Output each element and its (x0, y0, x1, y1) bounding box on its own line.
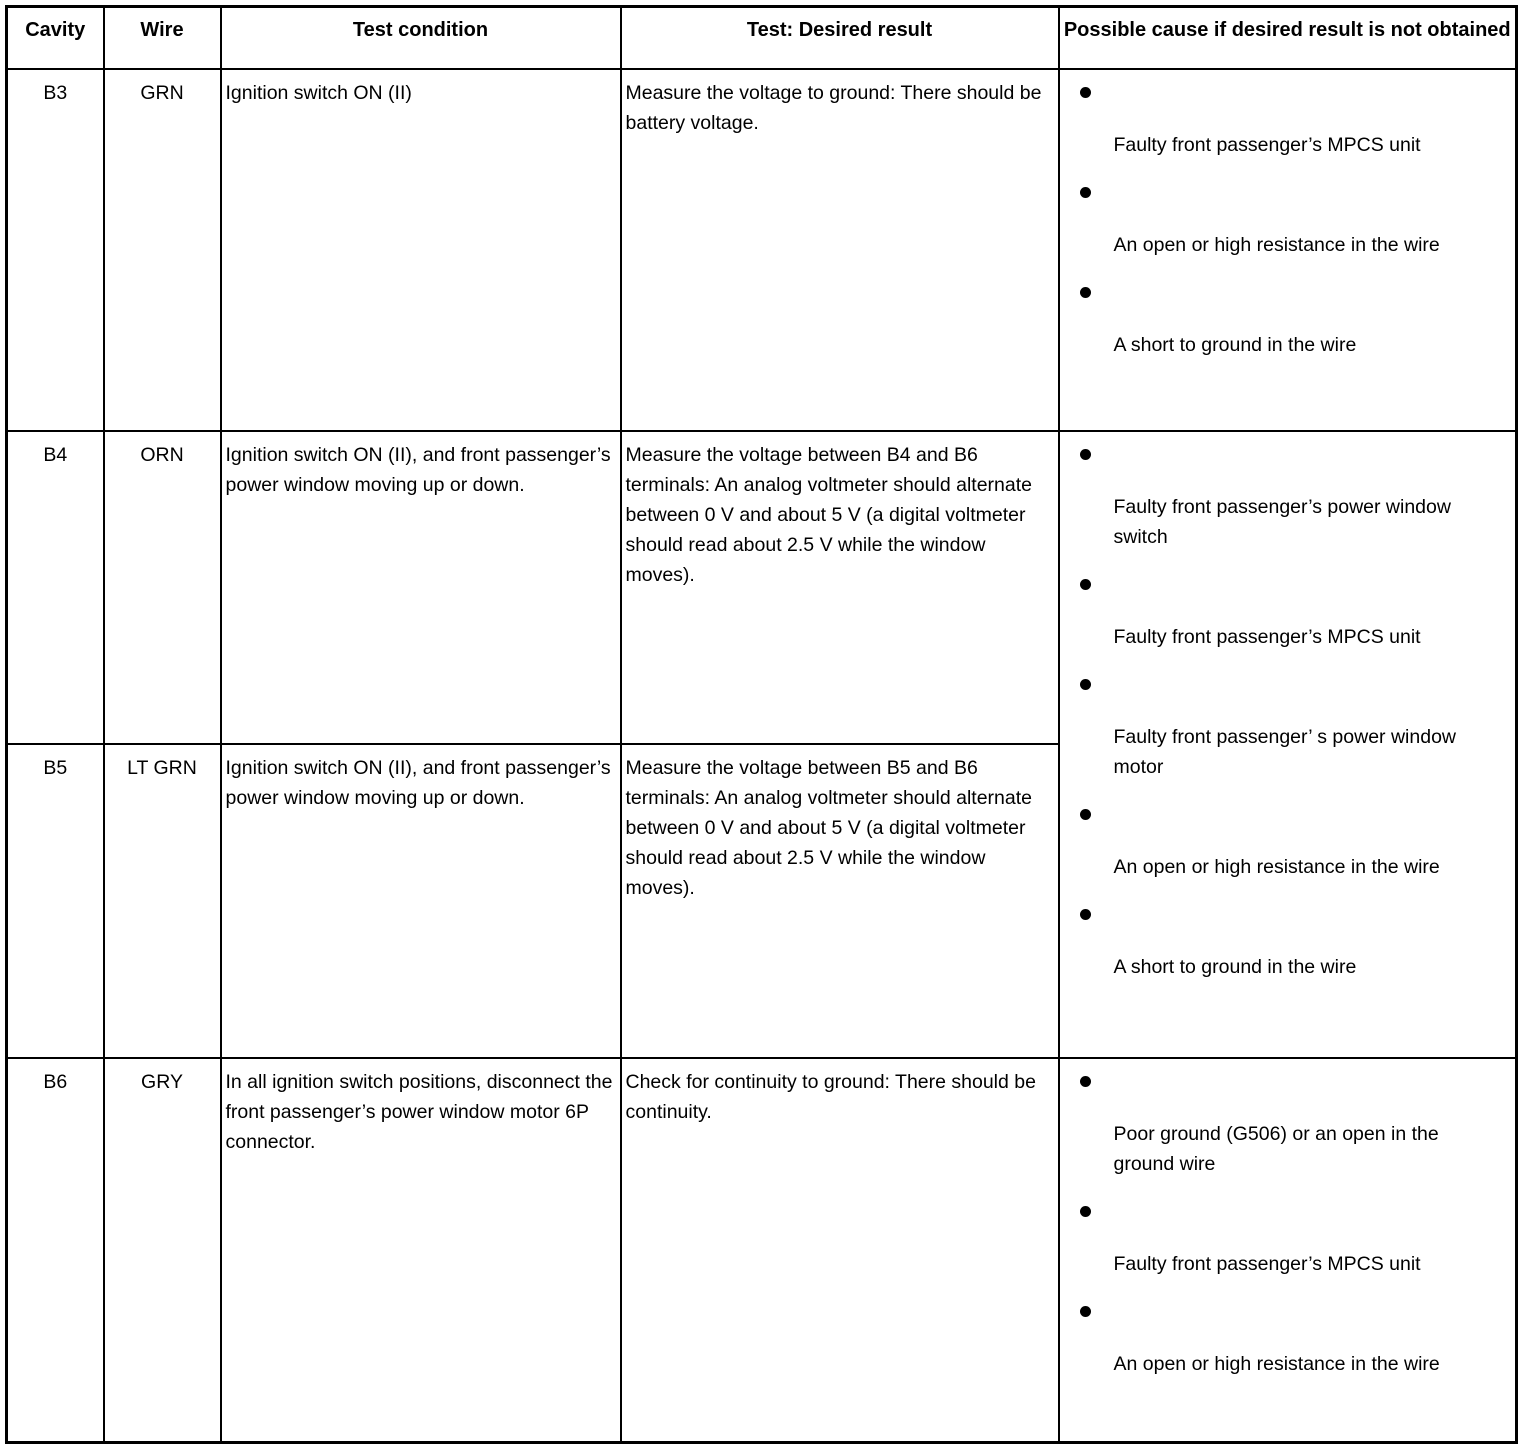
bullet-line (1078, 570, 1504, 600)
desired-result-cell: Measure the voltage to ground: There should be battery voltage. (621, 69, 1059, 431)
wire-cell: GRY (104, 1058, 221, 1443)
table-row-b4 (7, 431, 1517, 744)
cavity-cell: B5 (7, 744, 104, 1058)
cause-text: A short to ground in the wire (1113, 955, 1357, 978)
header-possible-cause: Possible cause if desired result is not obtained (1059, 7, 1517, 69)
cause-item (1078, 1067, 1504, 1179)
bullet-line (1078, 78, 1504, 108)
cause-item (1078, 670, 1504, 782)
cause-item (1078, 278, 1504, 360)
test-condition-cell: Ignition switch ON (II), and front passenger’s power window moving up or down. (221, 744, 621, 1058)
cause-text: An open or high resistance in the wire (1113, 233, 1440, 256)
desired-result-cell: Measure the voltage between B5 and B6 terminals: An analog voltmeter should alternate between 0 V and about 5 V (a digital voltmeter should read about 2.5 V while the window moves). (621, 744, 1059, 1058)
cause-item (1078, 1297, 1504, 1379)
cause-text: Faulty front passenger’ s power window motor (1113, 725, 1456, 778)
cause-text: An open or high resistance in the wire (1113, 1352, 1440, 1375)
bullet-icon (1080, 909, 1091, 920)
cause-text: Faulty front passenger’s power window switch (1113, 495, 1451, 548)
bullet-line (1078, 1197, 1504, 1227)
header-wire: Wire (104, 7, 221, 69)
wire-cell: LT GRN (104, 744, 221, 1058)
bullet-icon (1080, 1306, 1091, 1317)
bullet-line (1078, 1297, 1504, 1327)
cause-text: An open or high resistance in the wire (1113, 855, 1440, 878)
cavity-cell: B3 (7, 69, 104, 431)
table-row-b3 (7, 69, 1517, 431)
cavity-cell: B6 (7, 1058, 104, 1443)
bullet-icon (1080, 1206, 1091, 1217)
possible-cause-cell (1059, 1058, 1517, 1443)
bullet-icon (1080, 449, 1091, 460)
cause-item (1078, 1197, 1504, 1279)
bullet-icon (1080, 87, 1091, 98)
cause-item (1078, 900, 1504, 982)
cause-item (1078, 78, 1504, 160)
cavity-cell: B4 (7, 431, 104, 744)
bullet-icon (1080, 287, 1091, 298)
test-condition-cell: In all ignition switch positions, disconnect the front passenger’s power window motor 6P connector. (221, 1058, 621, 1443)
bullet-line (1078, 900, 1504, 930)
wire-cell: ORN (104, 431, 221, 744)
possible-cause-cell (1059, 69, 1517, 431)
bullet-icon (1080, 809, 1091, 820)
cause-item (1078, 178, 1504, 260)
test-condition-cell: Ignition switch ON (II) (221, 69, 621, 431)
cause-item (1078, 440, 1504, 552)
cause-text: A short to ground in the wire (1113, 333, 1357, 356)
desired-result-cell: Measure the voltage between B4 and B6 terminals: An analog voltmeter should alternate between 0 V and about 5 V (a digital voltmeter should read about 2.5 V while the window moves). (621, 431, 1059, 744)
bullet-icon (1080, 1076, 1091, 1087)
table-header-row (7, 7, 1517, 69)
header-test-condition: Test condition (221, 7, 621, 69)
possible-cause-cell (1059, 431, 1517, 1058)
troubleshooting-table (5, 5, 1518, 1444)
bullet-line (1078, 1067, 1504, 1097)
bullet-line (1078, 800, 1504, 830)
cause-text: Faulty front passenger’s MPCS unit (1113, 625, 1421, 648)
cause-text: Faulty front passenger’s MPCS unit (1113, 1252, 1421, 1275)
bullet-line (1078, 278, 1504, 308)
cause-text: Poor ground (G506) or an open in the ground wire (1113, 1122, 1439, 1175)
header-cavity: Cavity (7, 7, 104, 69)
bullet-line (1078, 178, 1504, 208)
wire-cell: GRN (104, 69, 221, 431)
cause-text: Faulty front passenger’s MPCS unit (1113, 133, 1421, 156)
desired-result-cell: Check for continuity to ground: There should be continuity. (621, 1058, 1059, 1443)
bullet-icon (1080, 679, 1091, 690)
table-row-b6 (7, 1058, 1517, 1443)
cause-item (1078, 800, 1504, 882)
bullet-icon (1080, 579, 1091, 590)
bullet-line (1078, 670, 1504, 700)
header-desired-result: Test: Desired result (621, 7, 1059, 69)
test-condition-cell: Ignition switch ON (II), and front passenger’s power window moving up or down. (221, 431, 621, 744)
bullet-icon (1080, 187, 1091, 198)
cause-item (1078, 570, 1504, 652)
bullet-line (1078, 440, 1504, 470)
